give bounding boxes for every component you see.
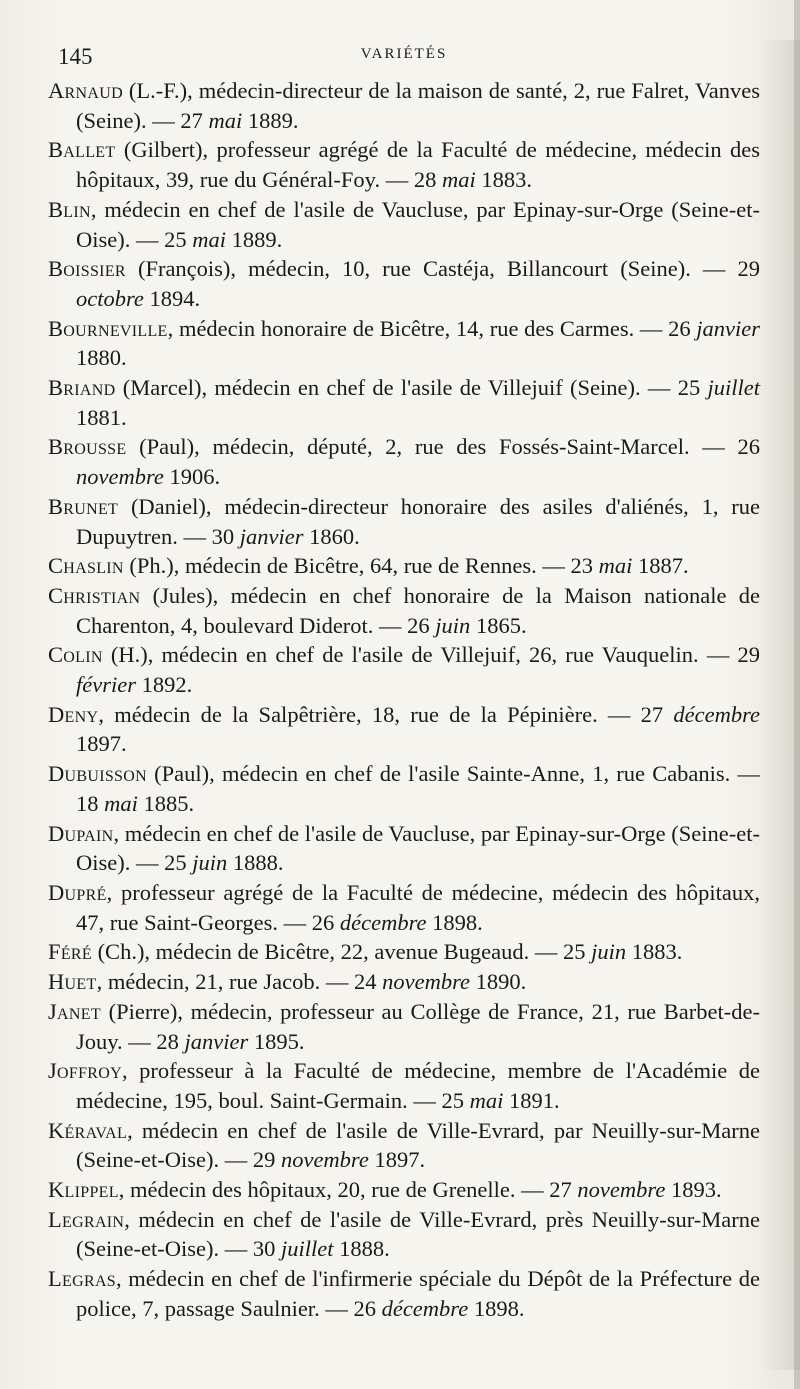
- date-year: 1860.: [303, 523, 360, 549]
- list-item: [48, 967, 760, 997]
- member-name: Arnaud: [48, 78, 123, 103]
- list-item: [48, 254, 760, 313]
- member-details: , médecin en chef de l'asile de Ville-Evrard, par Neuilly-sur-Marne (Seine-et-Oise). — 29: [76, 1117, 760, 1173]
- member-details: (L.-F.), médecin-directeur de la maison de santé, 2, rue Falret, Vanves (Seine). — 27: [76, 78, 760, 133]
- list-item: [48, 819, 760, 878]
- member-name: Christian: [48, 582, 141, 608]
- date-month: janvier: [184, 1028, 249, 1054]
- date-year: 1887.: [632, 553, 689, 579]
- date-year: 1885.: [137, 790, 195, 816]
- member-name: Huet: [48, 969, 97, 995]
- date-year: 1906.: [163, 464, 221, 490]
- member-details: (François), médecin, 10, rue Castéja, Billancourt (Seine). — 29: [125, 256, 760, 282]
- date-year: 1865.: [470, 612, 527, 638]
- date-month: novembre: [76, 464, 164, 490]
- date-month: mai: [469, 1087, 504, 1113]
- date-month: mai: [104, 790, 138, 816]
- list-item: [48, 1175, 760, 1205]
- date-month: décembre: [339, 909, 427, 935]
- date-month: mai: [598, 553, 633, 579]
- member-name: Dupré: [48, 879, 107, 905]
- member-name: Legrain: [48, 1206, 125, 1232]
- member-name: Boissier: [48, 256, 126, 282]
- running-head: VARIÉTÉS: [360, 46, 448, 62]
- list-item: [48, 997, 760, 1056]
- member-name: Dubuisson: [48, 761, 147, 787]
- member-details: , médecin en chef de l'asile de Ville-Evrard, près Neuilly-sur-Marne (Seine-et-Oise). — 30: [76, 1206, 760, 1262]
- member-name: Dupain: [48, 820, 114, 846]
- member-details: (Ph.), médecin de Bicêtre, 64, rue de Rennes. — 23: [123, 553, 599, 579]
- member-name: Brunet: [48, 493, 119, 519]
- member-details: (Paul), médecin, député, 2, rue des Fossés-Saint-Marcel. — 26: [126, 434, 760, 460]
- date-year: 1898.: [426, 909, 483, 935]
- list-item: [48, 76, 760, 135]
- member-details: , médecin, 21, rue Jacob. — 24: [96, 969, 383, 995]
- date-year: 1883.: [475, 167, 532, 193]
- list-item: [48, 314, 760, 373]
- member-details: (Marcel), médecin en chef de l'asile de Villejuif (Seine). — 25: [115, 375, 708, 401]
- date-year: 1888.: [227, 850, 284, 876]
- member-list: [48, 76, 760, 1324]
- date-month: mai: [441, 167, 476, 193]
- member-name: Janet: [48, 998, 101, 1024]
- page-number: 145: [58, 44, 93, 69]
- list-item: [48, 432, 760, 491]
- list-item: [48, 937, 760, 967]
- date-year: 1889.: [242, 107, 299, 133]
- member-name: Chaslin: [48, 553, 124, 579]
- list-item: [48, 640, 760, 699]
- member-details: (H.), médecin en chef de l'asile de Villejuif, 26, rue Vauquelin. — 29: [102, 642, 760, 668]
- member-name: Féré: [48, 939, 92, 965]
- date-month: novembre: [382, 969, 470, 995]
- date-year: 1881.: [76, 404, 127, 430]
- date-month: juillet: [280, 1236, 334, 1262]
- member-details: , médecin en chef de l'asile de Vaucluse, par Epinay-sur-Orge (Seine-et-Oise). — 25: [76, 196, 760, 252]
- member-details: , professeur à la Faculté de médecine, membre de l'Académie de médecine, 195, boul. Saint-Germain. — 25: [76, 1058, 760, 1113]
- date-year: 1897.: [76, 731, 127, 757]
- member-details: (Gilbert), professeur agrégé de la Faculté de médecine, médecin des hôpitaux, 39, rue du Général-Foy. — 28: [76, 137, 760, 193]
- list-item: [48, 759, 760, 818]
- member-name: Deny: [48, 701, 99, 727]
- member-details: (Jules), médecin en chef honoraire de la Maison nationale de Charenton, 4, boulevard Diderot. — 26: [76, 582, 760, 638]
- list-item: [48, 581, 760, 640]
- date-month: juillet: [707, 375, 760, 401]
- date-year: 1891.: [503, 1087, 560, 1113]
- member-details: (Ch.), médecin de Bicêtre, 22, avenue Bugeaud. — 25: [91, 939, 592, 965]
- date-month: mai: [208, 107, 243, 133]
- member-details: (Paul), médecin en chef de l'asile Sainte-Anne, 1, rue Cabanis. — 18: [76, 761, 760, 816]
- member-details: , médecin des hôpitaux, 20, rue de Grenelle. — 27: [118, 1177, 578, 1203]
- date-year: 1883.: [626, 939, 683, 965]
- list-item: [48, 1205, 760, 1264]
- list-item: [48, 373, 760, 432]
- member-name: Klippel: [48, 1177, 119, 1203]
- member-details: , médecin en chef de l'asile de Vaucluse, par Epinay-sur-Orge (Seine-et-Oise). — 25: [76, 820, 760, 876]
- member-name: Colin: [48, 642, 103, 668]
- date-month: décembre: [673, 701, 760, 727]
- member-name: Legras: [48, 1266, 116, 1292]
- member-details: , médecin de la Salpêtrière, 18, rue de la Pépinière. — 27: [98, 701, 674, 727]
- list-item: [48, 551, 760, 581]
- member-name: Ballet: [48, 137, 116, 163]
- member-name: Joffroy: [48, 1058, 122, 1084]
- member-details: , professeur agrégé de la Faculté de médecine, médecin des hôpitaux, 47, rue Saint-Georges. — 26: [76, 879, 760, 935]
- date-year: 1897.: [368, 1147, 426, 1173]
- date-month: novembre: [577, 1177, 666, 1203]
- date-month: janvier: [239, 523, 304, 549]
- date-month: janvier: [696, 315, 760, 341]
- date-year: 1892.: [135, 672, 193, 698]
- date-month: juin: [591, 939, 627, 965]
- date-year: 1880.: [76, 345, 127, 371]
- page-header: [48, 38, 760, 72]
- date-year: 1898.: [468, 1295, 525, 1321]
- date-year: 1895.: [248, 1028, 305, 1054]
- date-year: 1889.: [226, 226, 283, 252]
- date-month: novembre: [280, 1147, 369, 1173]
- list-item: [48, 195, 760, 254]
- list-item: [48, 1056, 760, 1115]
- member-details: , médecin honoraire de Bicêtre, 14, rue des Carmes. — 26: [167, 315, 697, 341]
- date-month: mai: [192, 226, 226, 252]
- date-year: 1890.: [470, 969, 527, 995]
- member-name: Brousse: [48, 434, 127, 460]
- list-item: [48, 878, 760, 937]
- list-item: [48, 492, 760, 551]
- date-month: juin: [192, 850, 228, 876]
- date-month: décembre: [381, 1295, 469, 1321]
- member-name: Kéraval: [48, 1117, 128, 1143]
- date-year: 1888.: [333, 1236, 390, 1262]
- date-year: 1894.: [143, 285, 201, 311]
- date-month: octobre: [76, 285, 144, 311]
- list-item: [48, 135, 760, 194]
- member-name: Bourneville: [48, 315, 168, 341]
- page-edge-shadow: [794, 0, 800, 1389]
- member-details: (Pierre), médecin, professeur au Collège de France, 21, rue Barbet-de-Jouy. — 28: [76, 998, 760, 1054]
- date-month: février: [76, 672, 136, 698]
- list-item: [48, 1116, 760, 1175]
- member-name: Briand: [48, 375, 116, 401]
- list-item: [48, 1264, 760, 1323]
- list-item: [48, 700, 760, 759]
- member-details: (Daniel), médecin-directeur honoraire des asiles d'aliénés, 1, rue Dupuytren. — 30: [76, 493, 760, 549]
- member-name: Blin: [48, 196, 91, 222]
- member-details: , médecin en chef de l'infirmerie spéciale du Dépôt de la Préfecture de police, 7, passage Saulnier. — 26: [76, 1266, 760, 1321]
- date-month: juin: [435, 612, 471, 638]
- date-year: 1893.: [665, 1177, 722, 1203]
